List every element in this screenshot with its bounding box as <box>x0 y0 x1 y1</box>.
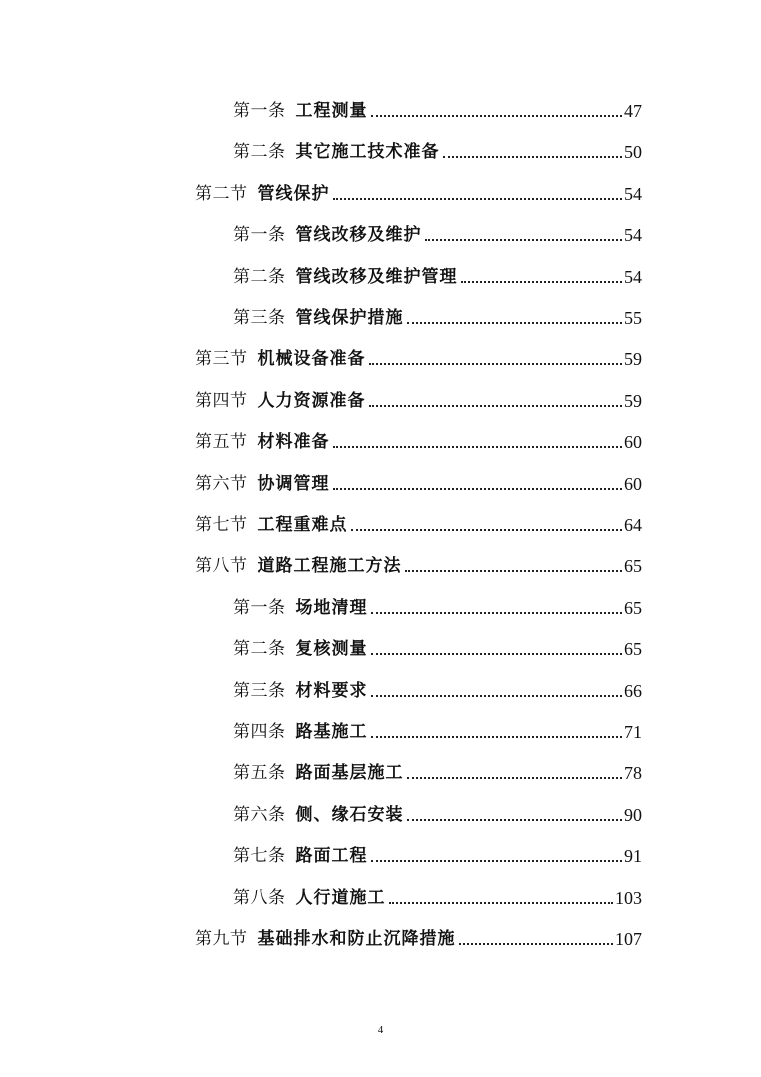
toc-entry-number: 第八条 <box>233 888 286 908</box>
toc-entry-number: 第一条 <box>233 598 286 618</box>
toc-entry-title: 工程重难点 <box>257 515 348 535</box>
toc-entry-title: 路面基层施工 <box>295 763 404 783</box>
toc-entry-page: 54 <box>624 267 642 287</box>
toc-entry-number: 第四节 <box>195 391 248 411</box>
toc-entry-number: 第二节 <box>195 184 248 204</box>
toc-entry-page: 90 <box>624 805 642 825</box>
toc-entry-title: 其它施工技术准备 <box>295 142 440 162</box>
toc-entry-page: 47 <box>624 101 642 121</box>
dot-leader <box>405 569 623 572</box>
toc-entry-title: 材料要求 <box>295 681 368 701</box>
toc-article-entry[interactable] <box>233 299 642 329</box>
toc-entry-page: 65 <box>624 639 642 659</box>
toc-entry-page: 60 <box>624 432 642 452</box>
dot-leader <box>461 280 623 283</box>
toc-entry-title: 人行道施工 <box>295 888 386 908</box>
toc-entry-number: 第七节 <box>195 515 248 535</box>
toc-entry-title: 场地清理 <box>295 598 368 618</box>
toc-entry-number: 第二条 <box>233 142 286 162</box>
toc-entry-title: 管线保护措施 <box>295 308 404 328</box>
toc-article-entry[interactable] <box>233 754 642 784</box>
toc-section-entry[interactable] <box>195 340 642 370</box>
toc-entry-number: 第四条 <box>233 722 286 742</box>
toc-entry-title: 路面工程 <box>295 846 368 866</box>
toc-entry-number: 第八节 <box>195 556 248 576</box>
dot-leader <box>371 652 623 655</box>
toc-entry-title: 复核测量 <box>295 639 368 659</box>
dot-leader <box>371 859 623 862</box>
toc-section-entry[interactable] <box>195 423 642 453</box>
dot-leader <box>443 155 623 158</box>
toc-entry-number: 第五节 <box>195 432 248 452</box>
dot-leader <box>459 942 614 945</box>
toc-entry-title: 基础排水和防止沉降措施 <box>257 929 456 949</box>
dot-leader <box>369 404 623 407</box>
toc-section-entry[interactable] <box>195 506 642 536</box>
toc-article-entry[interactable] <box>233 258 642 288</box>
toc-entry-number: 第三条 <box>233 308 286 328</box>
toc-entry-page: 60 <box>624 474 642 494</box>
dot-leader <box>407 321 623 324</box>
toc-entry-title: 管线改移及维护管理 <box>295 267 458 287</box>
toc-article-entry[interactable] <box>233 796 642 826</box>
dot-leader <box>333 197 623 200</box>
toc-section-entry[interactable] <box>195 920 642 950</box>
toc-section-entry[interactable] <box>195 547 642 577</box>
toc-section-entry[interactable] <box>195 175 642 205</box>
dot-leader <box>371 735 623 738</box>
dot-leader <box>371 611 623 614</box>
toc-section-entry[interactable] <box>195 465 642 495</box>
toc-article-entry[interactable] <box>233 216 642 246</box>
toc-entry-number: 第七条 <box>233 846 286 866</box>
toc-entry-title: 侧、缘石安装 <box>295 805 404 825</box>
toc-article-entry[interactable] <box>233 837 642 867</box>
toc-entry-page: 59 <box>624 349 642 369</box>
toc-article-entry[interactable] <box>233 133 642 163</box>
dot-leader <box>333 487 623 490</box>
toc-entry-number: 第二条 <box>233 639 286 659</box>
toc-entry-number: 第一条 <box>233 101 286 121</box>
toc-entry-title: 管线改移及维护 <box>295 225 422 245</box>
dot-leader <box>351 528 623 531</box>
toc-entry-page: 59 <box>624 391 642 411</box>
toc-entry-number: 第六条 <box>233 805 286 825</box>
toc-article-entry[interactable] <box>233 630 642 660</box>
dot-leader <box>425 238 623 241</box>
toc-entry-title: 工程测量 <box>295 101 368 121</box>
toc-entry-number: 第三节 <box>195 349 248 369</box>
dot-leader <box>389 901 614 904</box>
toc-entry-title: 人力资源准备 <box>257 391 366 411</box>
toc-entry-page: 50 <box>624 142 642 162</box>
toc-entry-page: 65 <box>624 598 642 618</box>
toc-entry-page: 78 <box>624 763 642 783</box>
toc-entry-title: 协调管理 <box>257 474 330 494</box>
toc-entry-title: 材料准备 <box>257 432 330 452</box>
toc-entry-number: 第三条 <box>233 681 286 701</box>
toc-entry-page: 55 <box>624 308 642 328</box>
toc-entry-title: 道路工程施工方法 <box>257 556 402 576</box>
toc-article-entry[interactable] <box>233 672 642 702</box>
toc-entry-title: 管线保护 <box>257 184 330 204</box>
toc-article-entry[interactable] <box>233 92 642 122</box>
toc-entry-title: 机械设备准备 <box>257 349 366 369</box>
toc-entry-page: 54 <box>624 184 642 204</box>
dot-leader <box>371 694 623 697</box>
dot-leader <box>407 818 623 821</box>
toc-entry-number: 第二条 <box>233 267 286 287</box>
dot-leader <box>371 114 623 117</box>
dot-leader <box>407 776 623 779</box>
toc-entry-number: 第九节 <box>195 929 248 949</box>
toc-entry-page: 65 <box>624 556 642 576</box>
page-number: 4 <box>377 1024 384 1036</box>
toc-entry-title: 路基施工 <box>295 722 368 742</box>
toc-entry-number: 第五条 <box>233 763 286 783</box>
toc-entry-page: 71 <box>624 722 642 742</box>
toc-entry-page: 54 <box>624 225 642 245</box>
toc-entry-page: 64 <box>624 515 642 535</box>
toc-article-entry[interactable] <box>233 879 642 909</box>
toc-section-entry[interactable] <box>195 382 642 412</box>
dot-leader <box>333 445 623 448</box>
toc-entry-number: 第六节 <box>195 474 248 494</box>
toc-article-entry[interactable] <box>233 589 642 619</box>
toc-entry-page: 91 <box>624 846 642 866</box>
toc-entry-number: 第一条 <box>233 225 286 245</box>
dot-leader <box>369 362 623 365</box>
toc-entry-page: 66 <box>624 681 642 701</box>
toc-entry-page: 103 <box>615 888 642 908</box>
toc-entry-page: 107 <box>615 929 642 949</box>
toc-article-entry[interactable] <box>233 713 642 743</box>
